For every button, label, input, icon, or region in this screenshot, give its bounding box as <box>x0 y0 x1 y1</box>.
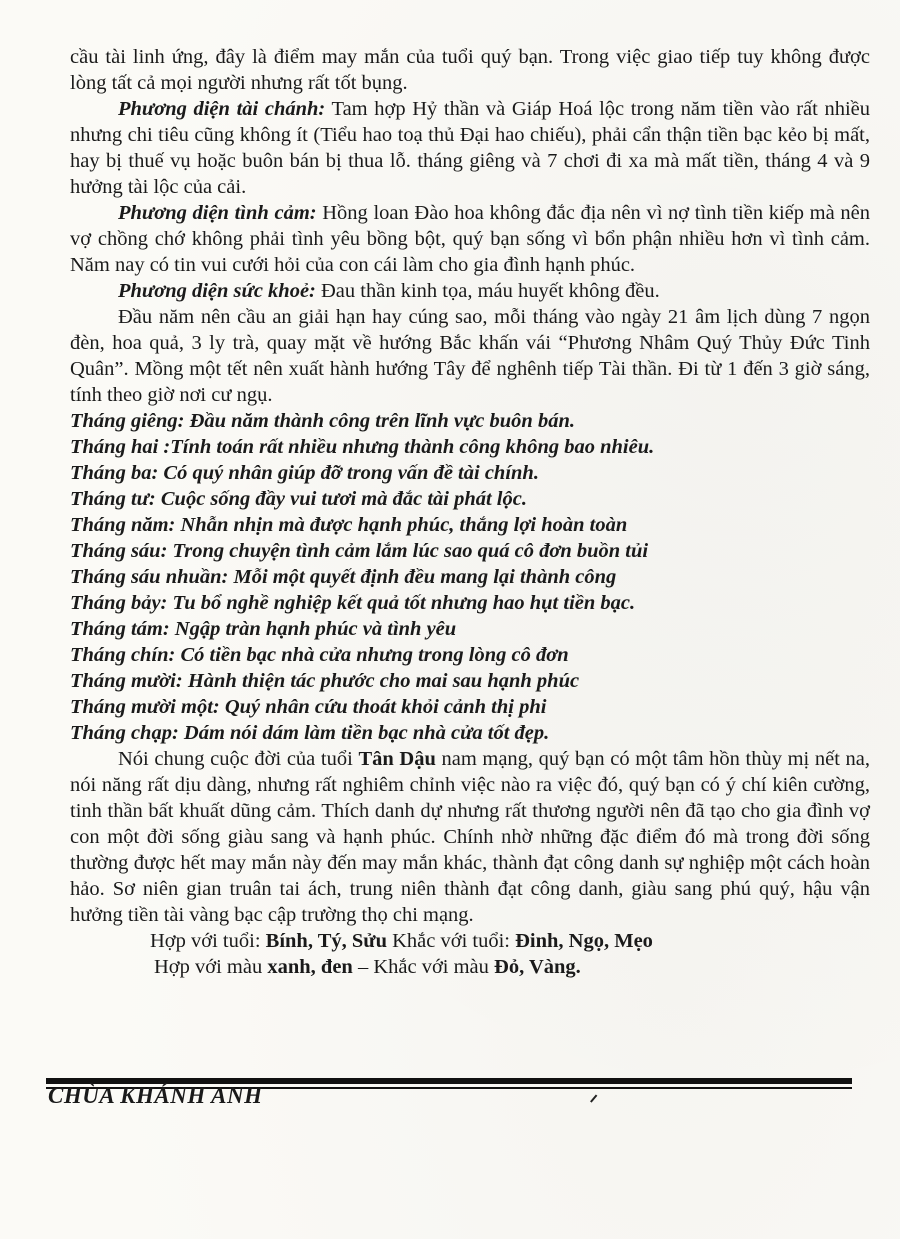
ages-bad: Đinh, Ngọ, Mẹo <box>515 930 653 952</box>
month-line: Tháng mười một: Quý nhân cứu thoát khỏi cảnh thị phi <box>70 696 547 718</box>
month-line: Tháng tám: Ngập tràn hạnh phúc và tình yêu <box>70 618 457 640</box>
month-line: Tháng chín: Có tiền bạc nhà cửa nhưng trong lòng cô đơn <box>70 644 569 666</box>
paragraph-intro-continued: cầu tài linh ứng, đây là điểm may mắn của tuổi quý bạn. Trong việc giao tiếp tuy không được lòng tất cả mọi người nhưng rất tốt bụng. <box>70 46 870 94</box>
paragraph-health <box>70 278 870 304</box>
pen-mark <box>590 1094 602 1106</box>
summary-rest: nam mạng, quý bạn có một tâm hồn thùy mị nết na, nói năng rất dịu dàng, nhưng rất nghiêm chỉnh việc nào ra việc đó, quý bạn có ý chí kiên cường, tinh thần bất khuất dũng cảm. Thích danh dự nhưng rất thương người nên đã tạo cho gia đình vợ con một đời sống giàu sang và hạnh phúc. Chính nhờ những đặc điểm đó mà trong đời sống thường được hết may mắn này đến may mắn khác, thành đạt công danh sự nghiệp một cách hoàn hảo. Sơ niên gian truân tai ách, trung niên thành đạt công danh, giàu sang phú quý, hậu vận hưởng tiền tài vàng bạc cập trường thọ chi mạng. <box>70 748 871 926</box>
ages-bad-label: Khắc với tuổi: <box>387 930 516 952</box>
month-line: Tháng tư: Cuộc sống đầy vui tươi mà đắc tài phát lộc. <box>70 488 527 510</box>
month-line: Tháng sáu: Trong chuyện tình cảm lắm lúc sao quá cô đơn buồn tủi <box>70 540 649 562</box>
love-text: Hồng loan Đào hoa không đắc địa nên vì nợ tình tiền kiếp mà nên vợ chồng chớ không phải tình yêu bồng bột, quý bạn sống vì bổn phận nhiều hơn vì tình cảm. Năm nay có tin vui cưới hỏi của con cái làm cho gia đình hạnh phúc. <box>70 202 870 276</box>
ages-label: Hợp với tuổi: <box>150 930 266 952</box>
month-line: Tháng bảy: Tu bổ nghề nghiệp kết quả tốt nhưng hao hụt tiền bạc. <box>70 592 636 614</box>
month-line: Tháng giêng: Đầu năm thành công trên lĩnh vực buôn bán. <box>70 410 575 432</box>
month-line: Tháng ba: Có quý nhân giúp đỡ trong vấn đề tài chính. <box>70 462 539 484</box>
finance-label: Phương diện tài chánh: <box>118 98 326 120</box>
month-line: Tháng năm: Nhẫn nhịn mà được hạnh phúc, thắng lợi hoàn toàn <box>70 514 628 536</box>
colors-good: xanh, đen <box>267 956 353 978</box>
paragraph-finance <box>70 96 870 200</box>
love-label: Phương diện tình cảm: <box>118 202 317 224</box>
month-line: Tháng hai :Tính toán rất nhiều nhưng thành công không bao nhiêu. <box>70 436 655 458</box>
compatible-colors <box>70 954 870 980</box>
colors-bad: Đỏ, Vàng. <box>494 956 581 978</box>
health-label: Phương diện sức khoẻ: <box>118 280 316 302</box>
compatible-ages <box>70 928 870 954</box>
month-line: Tháng sáu nhuần: Mỗi một quyết định đều mang lại thành công <box>70 566 617 588</box>
colors-label: Hợp với màu <box>154 956 268 978</box>
month-line: Tháng mười: Hành thiện tác phước cho mai sau hạnh phúc <box>70 670 580 692</box>
colors-bad-label: – Khắc với màu <box>352 956 495 978</box>
ages-good: Bính, Tý, Sửu <box>265 930 387 952</box>
finance-text: Tam hợp Hỷ thần và Giáp Hoá lộc trong năm tiền vào rất nhiều nhưng chi tiêu cũng không ít (Tiểu hao toạ thủ Đại hao chiếu), phải cẩn thận tiền bạc kẻo bị mất, hay bị thuế vụ hoặc buôn bán bị thua lỗ. tháng giêng và 7 chơi đi xa mà mất tiền, tháng 4 và 9 hưởng tài lộc của cải. <box>70 98 871 198</box>
health-text: Đau thần kinh tọa, máu huyết không đều. <box>315 280 660 302</box>
paragraph-ritual: Đầu năm nên cầu an giải hạn hay cúng sao, mỗi tháng vào ngày 21 âm lịch dùng 7 ngọn đèn, hoa quả, 3 ly trà, quay mặt về hướng Bắc khấn vái “Phương Nhâm Quý Thủy Đức Tinh Quân”. Mồng một tết nên xuất hành hướng Tây để nghênh tiếp Tài thần. Đi từ 1 đến 3 giờ sáng, tính theo giờ nơi cư ngụ. <box>70 306 870 406</box>
temple-name: CHÙA KHÁNH ANH <box>48 1083 263 1108</box>
monthly-forecast-list <box>70 408 870 746</box>
month-line: Tháng chạp: Dám nói dám làm tiền bạc nhà cửa tốt đẹp. <box>70 722 550 744</box>
main-text <box>70 44 870 980</box>
age-name: Tân Dậu <box>358 748 436 770</box>
summary-intro: Nói chung cuộc đời của tuổi <box>118 748 359 770</box>
paragraph-love <box>70 200 870 278</box>
paragraph-summary <box>70 746 870 928</box>
